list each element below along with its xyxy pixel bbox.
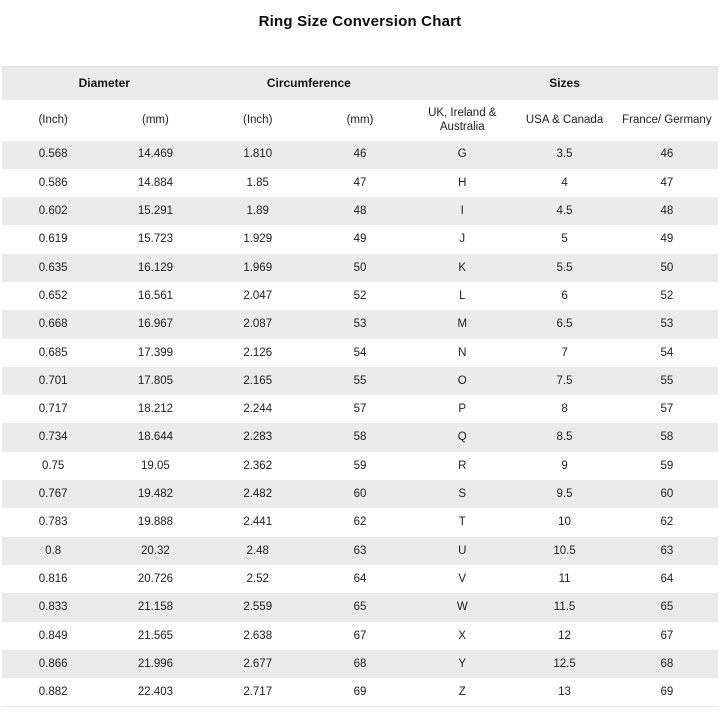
table-row — [2, 197, 718, 225]
table-cell: 16.967 — [137, 318, 174, 331]
column-header-circumference-inch: (Inch) — [243, 113, 273, 126]
table-cell: 64 — [660, 572, 674, 585]
table-cell: 19.888 — [137, 516, 174, 529]
table-cell: W — [456, 601, 468, 614]
column-header-france-germany: France/ Germany — [622, 113, 712, 126]
table-cell: 0.783 — [38, 516, 68, 529]
table-cell: 4.5 — [556, 205, 573, 218]
table-cell: 22.403 — [137, 685, 174, 698]
table-cell: 2.165 — [243, 374, 273, 387]
table-cell: 17.399 — [137, 346, 174, 359]
table-cell: 50 — [353, 261, 367, 274]
table-cell: 21.158 — [137, 601, 174, 614]
table-cell: 54 — [353, 346, 367, 359]
table-row — [2, 678, 718, 706]
table-cell: 0.816 — [38, 572, 68, 585]
table-row — [2, 593, 718, 621]
table-row — [2, 339, 718, 367]
table-cell: 7.5 — [556, 374, 573, 387]
table-cell: 11 — [558, 572, 571, 585]
table-cell: 21.996 — [137, 657, 174, 670]
table-cell: K — [458, 261, 467, 274]
table-cell: Z — [458, 685, 466, 698]
column-group-circumference: Circumference — [266, 75, 351, 90]
table-cell: 7 — [561, 346, 568, 359]
table-row — [2, 537, 718, 565]
table-cell: 0.701 — [38, 374, 68, 387]
table-cell: 19.05 — [141, 459, 170, 472]
table-cell: 2.48 — [246, 544, 269, 557]
table-cell: 0.849 — [38, 629, 68, 642]
table-cell: P — [458, 403, 467, 416]
table-cell: 8.5 — [556, 431, 573, 444]
table-cell: 17.805 — [137, 374, 174, 387]
table-cell: 52 — [660, 289, 674, 302]
table-cell: 2.087 — [243, 318, 273, 331]
table-cell: 2.126 — [243, 346, 273, 359]
table-row — [2, 169, 718, 197]
table-cell: 58 — [660, 431, 674, 444]
table-row — [2, 622, 718, 650]
table-cell: Q — [457, 431, 467, 444]
table-cell: 0.767 — [38, 488, 68, 501]
table-cell: 20.726 — [137, 572, 174, 585]
table-cell: 47 — [660, 176, 674, 189]
table-body — [2, 141, 718, 707]
table-cell: 63 — [353, 544, 367, 557]
table-cell: 1.810 — [243, 148, 273, 161]
table-cell: 50 — [660, 261, 674, 274]
table-row — [2, 254, 718, 282]
table-cell: 49 — [660, 233, 674, 246]
table-cell: 62 — [353, 516, 367, 529]
table-cell: 55 — [660, 374, 674, 387]
table-cell: 0.833 — [38, 601, 68, 614]
table-cell: 2.362 — [243, 459, 273, 472]
table-row — [2, 225, 718, 253]
table-cell: X — [458, 629, 467, 642]
table-cell: 47 — [353, 176, 367, 189]
table-cell: 1.85 — [246, 176, 269, 189]
table-cell: 2.52 — [246, 572, 269, 585]
table-cell: 4 — [561, 176, 568, 189]
table-cell: 68 — [660, 657, 674, 670]
table-cell: 0.685 — [38, 346, 68, 359]
table-row — [2, 395, 718, 423]
table-cell: 9.5 — [556, 488, 573, 501]
table-cell: 58 — [353, 431, 367, 444]
table-cell: 2.482 — [243, 488, 273, 501]
table-row — [2, 452, 718, 480]
column-group-row — [2, 67, 718, 100]
table-cell: L — [459, 289, 466, 302]
table-cell: 5 — [561, 233, 568, 246]
table-row — [2, 423, 718, 451]
table-cell: 1.929 — [243, 233, 273, 246]
table-cell: 2.283 — [243, 431, 273, 444]
table-cell: 46 — [660, 148, 674, 161]
table-cell: 2.559 — [243, 601, 273, 614]
column-header-circumference-mm: (mm) — [346, 113, 374, 126]
table-cell: M — [457, 318, 468, 331]
table-cell: 15.723 — [137, 233, 174, 246]
table-cell: 57 — [353, 403, 367, 416]
table-cell: 1.89 — [246, 205, 269, 218]
page-title: Ring Size Conversion Chart — [258, 13, 462, 30]
table-cell: 60 — [353, 488, 367, 501]
table-cell: O — [457, 374, 467, 387]
table-cell: 0.8 — [45, 544, 62, 557]
table-cell: 5.5 — [556, 261, 573, 274]
table-cell: 10.5 — [553, 544, 576, 557]
table-cell: J — [459, 233, 466, 246]
table-cell: 3.5 — [556, 148, 573, 161]
table-cell: 52 — [353, 289, 367, 302]
table-cell: 10 — [558, 516, 571, 529]
table-cell: 6.5 — [556, 318, 573, 331]
table-cell: 16.561 — [137, 289, 174, 302]
table-cell: H — [458, 176, 467, 189]
table-cell: R — [458, 459, 467, 472]
table-cell: 21.565 — [137, 629, 174, 642]
table-cell: 0.866 — [38, 657, 68, 670]
table-cell: 18.644 — [137, 431, 174, 444]
table-cell: 65 — [353, 601, 367, 614]
table-cell: 60 — [660, 488, 674, 501]
table-cell: 0.668 — [38, 318, 68, 331]
table-row — [2, 508, 718, 536]
table-cell: 2.677 — [243, 657, 273, 670]
table-cell: 55 — [353, 374, 367, 387]
column-header-diameter-mm: (mm) — [142, 113, 169, 126]
table-cell: 46 — [353, 148, 367, 161]
table-cell: 59 — [660, 459, 674, 472]
table-cell: 0.568 — [38, 148, 68, 161]
table-cell: S — [458, 488, 467, 501]
table-cell: 49 — [353, 233, 367, 246]
table-row — [2, 282, 718, 310]
table-cell: 14.469 — [137, 148, 174, 161]
table-row — [2, 367, 718, 395]
table-row — [2, 480, 718, 508]
table-cell: Y — [458, 657, 467, 670]
table-cell: 2.638 — [243, 629, 273, 642]
table-cell: 14.884 — [137, 176, 174, 189]
table-cell: 2.047 — [243, 289, 273, 302]
table-cell: 18.212 — [137, 403, 174, 416]
table-cell: 69 — [353, 685, 367, 698]
column-group-sizes: Sizes — [549, 75, 580, 90]
table-row — [2, 565, 718, 593]
column-group-diameter: Diameter — [78, 75, 130, 90]
table-cell: 12 — [558, 629, 571, 642]
table-cell: 57 — [660, 403, 674, 416]
table-cell: 67 — [660, 629, 674, 642]
table-cell: 2.244 — [243, 403, 273, 416]
table-cell: 0.652 — [38, 289, 68, 302]
table-cell: 2.441 — [243, 516, 273, 529]
table-cell: N — [458, 346, 467, 359]
table-cell: 20.32 — [141, 544, 170, 557]
table-cell: 0.586 — [38, 176, 68, 189]
table-cell: 16.129 — [137, 261, 174, 274]
table-cell: 64 — [353, 572, 367, 585]
table-cell: 62 — [660, 516, 674, 529]
table-cell: 54 — [660, 346, 674, 359]
table-cell: 63 — [660, 544, 674, 557]
table-cell: G — [457, 148, 467, 161]
ring-size-table — [2, 66, 718, 707]
column-header-usa-canada: USA & Canada — [525, 113, 604, 126]
table-cell: 68 — [353, 657, 367, 670]
table-cell: 2.717 — [243, 685, 273, 698]
table-cell: 13 — [558, 685, 571, 698]
table-cell: 0.635 — [38, 261, 68, 274]
table-cell: 69 — [660, 685, 674, 698]
table-cell: 0.619 — [38, 233, 68, 246]
table-cell: 19.482 — [137, 488, 174, 501]
table-cell: 0.882 — [38, 685, 68, 698]
table-cell: 8 — [561, 403, 568, 416]
table-cell: 15.291 — [137, 205, 174, 218]
table-cell: 1.969 — [243, 261, 273, 274]
table-cell: V — [458, 572, 467, 585]
table-cell: 0.75 — [41, 459, 65, 472]
column-header-row — [2, 100, 718, 141]
table-cell: 65 — [660, 601, 674, 614]
table-cell: U — [458, 544, 467, 557]
table-cell: 67 — [353, 629, 367, 642]
table-cell: 0.717 — [38, 403, 68, 416]
table-cell: I — [460, 205, 464, 218]
table-cell: 48 — [353, 205, 367, 218]
table-cell: 11.5 — [553, 601, 576, 614]
table-cell: 0.602 — [38, 205, 68, 218]
table-cell: 59 — [353, 459, 367, 472]
table-cell: 48 — [660, 205, 674, 218]
table-row — [2, 310, 718, 338]
table-row — [2, 141, 718, 169]
table-cell: 53 — [660, 318, 674, 331]
column-header-uk-ireland-australia: UK, Ireland & Australia — [428, 106, 497, 133]
table-row — [2, 650, 718, 678]
table-cell: 12.5 — [553, 657, 576, 670]
table-cell: 6 — [561, 289, 568, 302]
table-cell: 0.734 — [38, 431, 68, 444]
table-cell: 9 — [561, 459, 568, 472]
table-cell: T — [458, 516, 466, 529]
column-header-diameter-inch: (Inch) — [38, 113, 68, 126]
table-cell: 53 — [353, 318, 367, 331]
